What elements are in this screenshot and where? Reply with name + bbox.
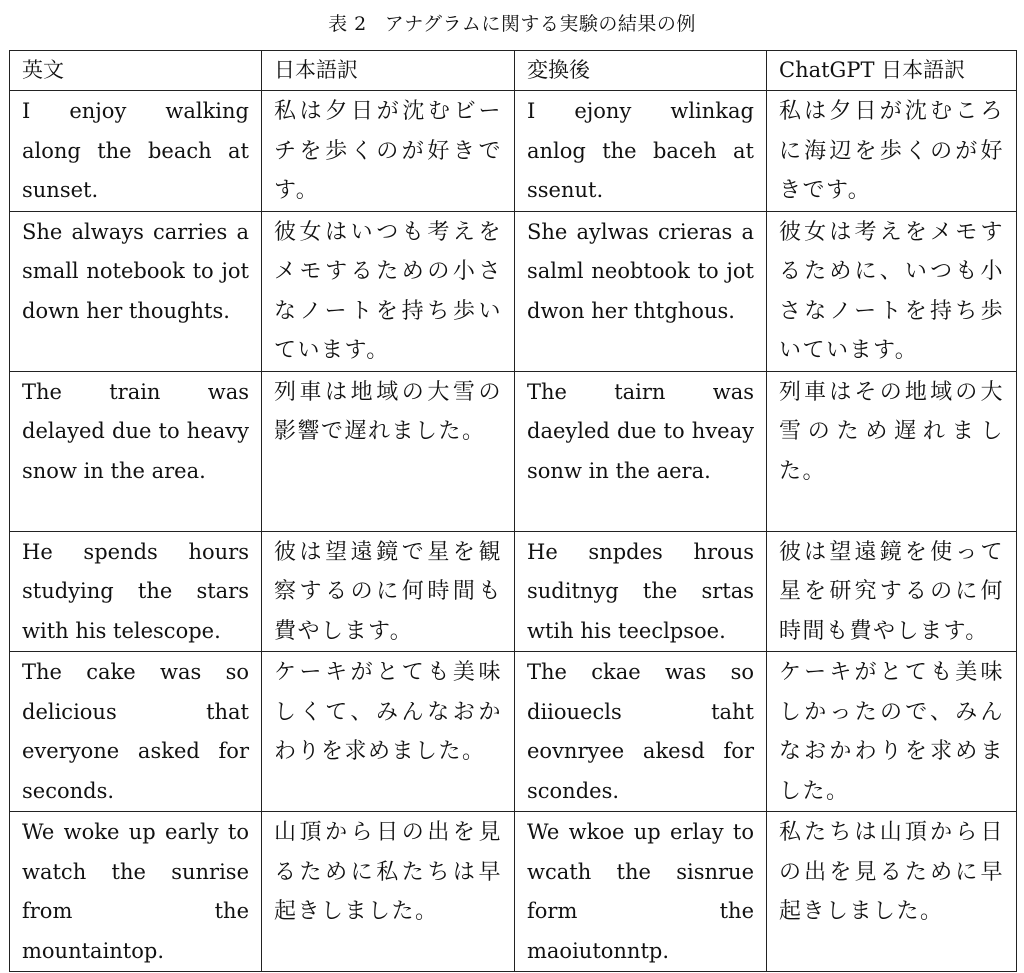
cell-anagram: We wkoe up erlay to wcath the sisnrue form the maoiutonntp. [515, 812, 767, 972]
header-row [10, 51, 1017, 91]
cell-japanese: 私は夕日が沈むビーチを歩くのが好きです。 [262, 91, 515, 212]
cell-english: The train was delayed due to heavy snow in the area. [10, 371, 262, 531]
cell-english: The cake was so delicious that everyone asked for seconds. [10, 652, 262, 812]
cell-japanese: ケーキがとても美味しくて、みんなおかわりを求めました。 [262, 652, 515, 812]
cell-anagram: She aylwas crieras a salml neobtook to jot dwon her thtghous. [515, 211, 767, 371]
cell-english: He spends hours studying the stars with his telescope. [10, 531, 262, 652]
table-row [10, 371, 1017, 531]
header-japanese: 日本語訳 [262, 51, 515, 91]
cell-english: I enjoy walking along the beach at sunset. [10, 91, 262, 212]
table-caption [0, 8, 1024, 40]
table-number: 表 2 [328, 13, 367, 35]
cell-japanese: 彼女はいつも考えをメモするための小さなノートを持ち歩いています。 [262, 211, 515, 371]
cell-anagram: I ejony wlinkag anlog the baceh at ssenut. [515, 91, 767, 212]
cell-japanese: 列車は地域の大雪の影響で遅れました。 [262, 371, 515, 531]
table-row [10, 91, 1017, 212]
table-title: アナグラムに関する実験の結果の例 [384, 13, 696, 35]
table-row [10, 531, 1017, 652]
cell-chatgpt: ケーキがとても美味しかったので、みんなおかわりを求めました。 [767, 652, 1017, 812]
cell-anagram: The tairn was daeyled due to hveay sonw in the aera. [515, 371, 767, 531]
cell-japanese: 山頂から日の出を見るために私たちは早起きしました。 [262, 812, 515, 972]
table-row [10, 652, 1017, 812]
cell-chatgpt: 彼は望遠鏡を使って星を研究するのに何時間も費やします。 [767, 531, 1017, 652]
cell-anagram: He snpdes hrous suditnyg the srtas wtih his teeclpsoe. [515, 531, 767, 652]
cell-english: We woke up early to watch the sunrise from the mountaintop. [10, 812, 262, 972]
results-table [9, 50, 1017, 972]
table-row [10, 812, 1017, 972]
header-english: 英文 [10, 51, 262, 91]
table-row [10, 211, 1017, 371]
header-anagram: 変換後 [515, 51, 767, 91]
cell-japanese: 彼は望遠鏡で星を観察するのに何時間も費やします。 [262, 531, 515, 652]
cell-chatgpt: 私は夕日が沈むころに海辺を歩くのが好きです。 [767, 91, 1017, 212]
cell-chatgpt: 彼女は考えをメモするために、いつも小さなノートを持ち歩いています。 [767, 211, 1017, 371]
cell-chatgpt: 列車はその地域の大雪のため遅れました。 [767, 371, 1017, 531]
cell-chatgpt: 私たちは山頂から日の出を見るために早起きしました。 [767, 812, 1017, 972]
cell-anagram: The ckae was so diiouecls taht eovnryee akesd for scondes. [515, 652, 767, 812]
cell-english: She always carries a small notebook to jot down her thoughts. [10, 211, 262, 371]
header-chatgpt: ChatGPT 日本語訳 [767, 51, 1017, 91]
